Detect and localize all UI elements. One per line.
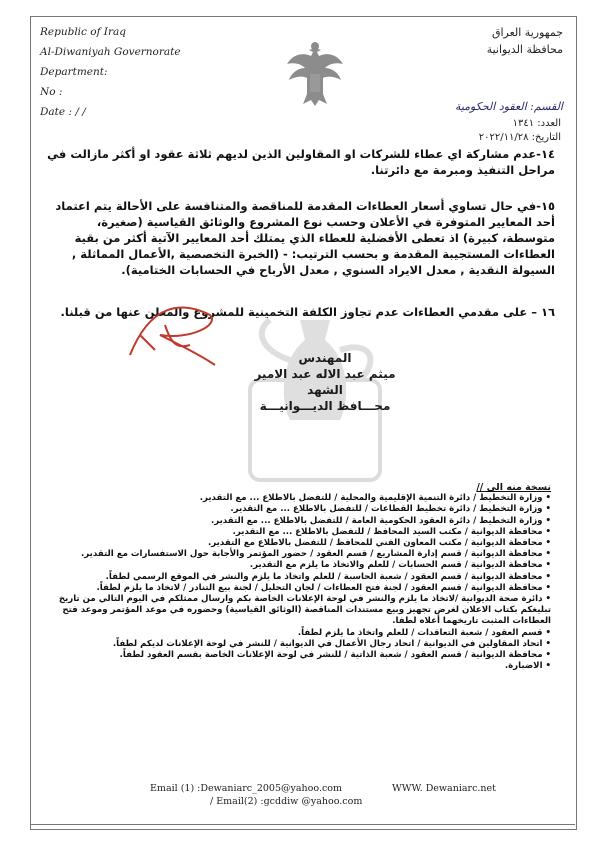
red-signature-mark bbox=[120, 295, 230, 375]
header-right bbox=[393, 24, 563, 115]
signature-block bbox=[240, 350, 410, 414]
signature-position: محـــافظ الديـــوانيـــة bbox=[259, 399, 391, 413]
clause-15: ١٥-في حال تساوي أسعار العطاءات المقدمة للمناقصة والمتنافسة على الأحالة يتم اعتماد أحد المعايير المتوفرة في الأعلان وحسب نوع المشروع والوثائق القياسية (صغيرة، متوسطة، كبيرة) اذ تعطى الأفضلية للعطاء الذي يمتلك أحد المعايير الآتية أكثر من بقية العطاءات المستجيبة المقدمة و بحسب الترتيب: - (الخبرة التخصصية ,الأعمال المماثلة , السيولة النقدية , معدل الايراد السنوي , معدل الأرباح في الحسابات الختامية). bbox=[55, 199, 555, 277]
copy-item: • محافظة الديوانية / مكتب المعاون الفني للمحافظ / للتفضل بالاطلاع مع التقدير. bbox=[208, 538, 551, 549]
copies-caption: نسخة منه الى // bbox=[476, 482, 551, 493]
clause-16: ١٦ – على مقدمي العطاءات عدم تجاوز الكلفة التخمينية للمشروع والمعلن عنها من قبلنا. bbox=[60, 305, 555, 319]
copy-item: • محافظة الديوانية / قسم العقود / شعبة الذاتية / للنشر في لوحة الإعلانات الخاصة بقسم العقود لطفاً. bbox=[119, 650, 551, 661]
footer-email-1: Email (1) :Dewaniarc_2005@yahoo.com bbox=[150, 783, 343, 794]
copy-item: • وزارة التخطيط / دائرة العقود الحكومية العامة / للتفضل بالاطلاع ... مع التقدير. bbox=[210, 515, 551, 526]
copy-item: • دائرة صحة الديوانية /لاتخاذ ما يلزم والنشر في لوحة الإعلانات الخاصة بكم وارسال ممثلكم في اليوم التالي من تاريخ تبليغكم بكتاب الاعلان لغرض تجهيز وبيع مستندات المناقصة (الوثائق القياسية) وحضوره في موعد المؤتمر وموعد فتح العطاءات المثبت تاريخهما أعلاه لطفا. bbox=[58, 594, 551, 627]
footer-divider bbox=[30, 824, 575, 825]
header-left bbox=[40, 22, 240, 122]
footer-email-2: / Email(2) :gcddiw @yahoo.com bbox=[210, 796, 363, 807]
department-label: Department: bbox=[40, 66, 108, 78]
section-ar: القسم: العقود الحكومية bbox=[454, 100, 563, 113]
copy-item: • محافظة الديوانية / قسم العقود / شعبة الحاسبة / للعلم واتخاذ ما يلزم والنشر في الموقع الرسمي لطفاً. bbox=[105, 571, 551, 582]
copy-item: • اتحاد المقاولين في الديوانية / اتحاد رجال الأعمال في الديوانية / للنشر في لوحة الإعلانات لديكم لطفاً. bbox=[112, 638, 551, 649]
copy-item: • الاضبارة. bbox=[504, 661, 551, 672]
footer-contacts bbox=[150, 782, 530, 808]
document-date: التاريخ: ٢٠٢٢/١١/٢٨ bbox=[478, 132, 561, 143]
governorate-en: Al-Diwaniyah Governorate bbox=[40, 46, 181, 58]
copy-item: • محافظة الديوانية / قسم إدارة المشاريع / قسم العقود / حضور المؤتمر والأجابة حول الاستفسارات مع التقدير. bbox=[81, 549, 551, 560]
signature-name: ميثم عبد الاله عبد الامير الشهد bbox=[254, 367, 396, 397]
signature-title: المهندس bbox=[298, 351, 352, 365]
governorate-ar: محافظة الديوانية bbox=[486, 43, 563, 56]
footer-website: WWW. Dewaniarc.net bbox=[392, 783, 496, 794]
date-label: Date : / / bbox=[40, 106, 86, 118]
country-ar: جمهورية العراق bbox=[491, 26, 563, 39]
number-label: No : bbox=[40, 86, 63, 98]
eagle-emblem-icon bbox=[285, 34, 345, 114]
clause-14: ١٤-عدم مشاركة اي عطاء للشركات او المقاولين الذين لديهم ثلاثة عقود او أكثر مازالت في مراحل التنفيذ ومبرمة مع دائرتنا. bbox=[47, 147, 555, 177]
copy-item: • محافظة الديوانية / قسم الحسابات / للعلم والاتخاذ ما يلزم مع التقدير. bbox=[249, 560, 551, 571]
copy-item: • محافظة الديوانية / مكتب السيد المحافظ / للتفضل بالاطلاع ... مع التقدير. bbox=[232, 526, 551, 537]
copy-item: • قسم العقود / شعبة التعاقدات / للعلم واتخاذ ما يلزم لطفاً. bbox=[297, 627, 551, 638]
country-en: Republic of Iraq bbox=[40, 26, 126, 38]
copy-item: • وزارة التخطيط / دائرة تخطيط القطاعات / للتفضل بالاطلاع ... مع التقدير. bbox=[230, 504, 551, 515]
document-number: العدد: ١٣٤١ bbox=[512, 118, 561, 129]
copy-item: • محافظة الديوانية / قسم العقود / لجنة فتح العطاءات / لجان التحليل / لجنة بيع التنادر / لاتخاذ ما يلزم لطفاً. bbox=[96, 582, 551, 593]
copy-item: • وزارة التخطيط / دائرة التنمية الإقليمية والمحلية / للتفضل بالاطلاع ... مع التقدير. bbox=[199, 493, 551, 504]
copies-list bbox=[48, 482, 551, 672]
